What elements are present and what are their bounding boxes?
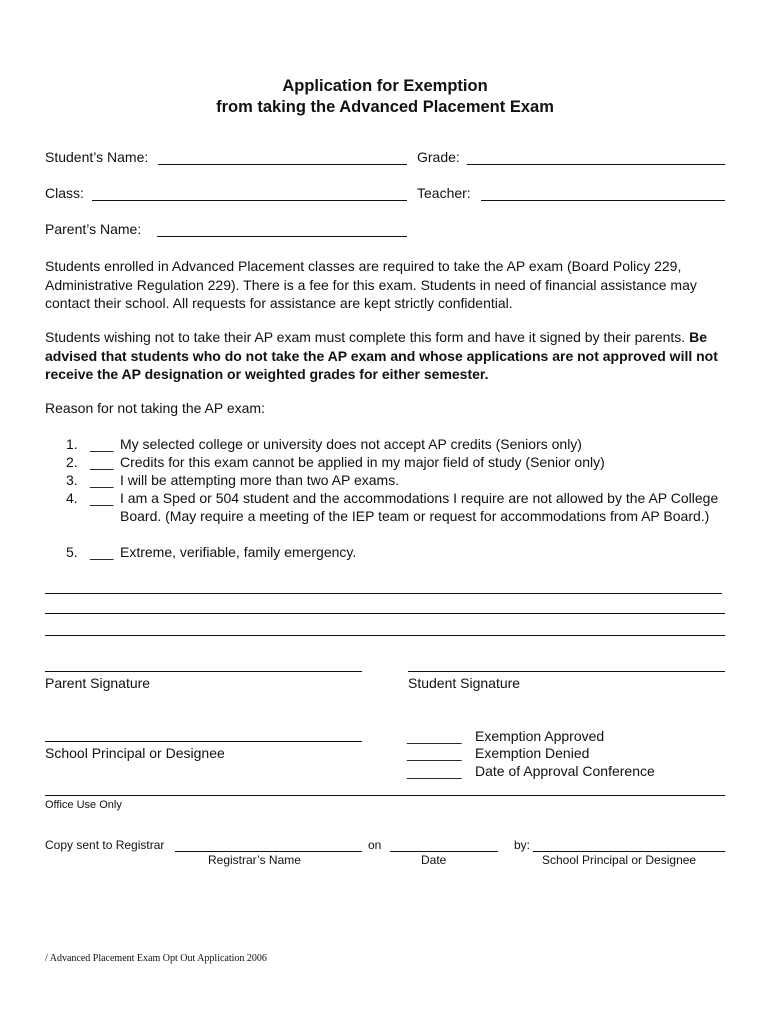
student-name-label: Student’s Name: [45, 149, 149, 165]
date-caption: Date [421, 853, 447, 867]
advisory-paragraph [45, 328, 735, 384]
student-signature-label: Student Signature [408, 675, 521, 691]
reason-text-5: Extreme, verifiable, family emergency. [120, 544, 357, 560]
advisory-normal-text: Students wishing not to take their AP exam must complete this form and have it signed by their parents. [45, 329, 690, 345]
reason-blank-5[interactable]: ___ [90, 544, 114, 560]
reason-heading: Reason for not taking the AP exam: [45, 400, 265, 416]
student-name-field[interactable] [158, 164, 407, 165]
office-divider [45, 795, 725, 796]
form-title-line1: Application for Exemption [282, 77, 488, 95]
teacher-label: Teacher: [417, 185, 471, 201]
reason-number-3: 3. [66, 472, 78, 488]
grade-field[interactable] [467, 164, 725, 165]
office-principal-field[interactable] [533, 851, 725, 852]
grade-label: Grade: [417, 149, 460, 165]
registrar-name-field[interactable] [175, 851, 362, 852]
document-footer: / Advanced Placement Exam Opt Out Application 2006 [45, 953, 267, 964]
registrar-name-caption: Registrar’s Name [208, 853, 301, 867]
parent-name-label: Parent’s Name: [45, 221, 142, 237]
parent-signature-label: Parent Signature [45, 675, 151, 691]
principal-signature-line[interactable] [45, 741, 362, 742]
teacher-field[interactable] [481, 200, 725, 201]
approved-blank[interactable]: _______ [407, 728, 462, 744]
reason-number-2: 2. [66, 454, 78, 470]
reason-text-2: Credits for this exam cannot be applied in my major field of study (Senior only) [120, 454, 605, 470]
reason-blank-3[interactable]: ___ [90, 472, 114, 488]
parent-signature-line[interactable] [45, 671, 362, 672]
student-signature-line[interactable] [408, 671, 725, 672]
exemption-denied-label: Exemption Denied [475, 745, 590, 761]
conference-blank[interactable]: _______ [407, 763, 462, 779]
reason-number-4: 4. [66, 490, 78, 506]
form-title-line2: from taking the Advanced Placement Exam [216, 98, 554, 116]
reason-text-3: I will be attempting more than two AP exams. [120, 472, 400, 488]
class-label: Class: [45, 185, 84, 201]
reason-number-1: 1. [66, 436, 78, 452]
reason-blank-2[interactable]: ___ [90, 454, 114, 470]
approval-conference-label: Date of Approval Conference [475, 763, 655, 779]
requirement-paragraph: Students enrolled in Advanced Placement classes are required to take the AP exam (Board Policy 229, Administrative Regulation 229). There is a fee for this exam. Students in need of financial assistance may contact their school. All requests for assistance are kept strictly confidential. [45, 258, 697, 311]
by-label: by: [514, 838, 531, 852]
reason-text-4: I am a Sped or 504 student and the accommodations I require are not allowed by the AP College Board. (May require a meeting of the IEP team or request for accommodations from AP Board.) [120, 490, 719, 524]
reason-blank-1[interactable]: ___ [90, 436, 114, 452]
on-label: on [368, 838, 382, 852]
class-field[interactable] [92, 200, 407, 201]
reason-number-5: 5. [66, 544, 78, 560]
denied-blank[interactable]: _______ [407, 745, 462, 761]
explanation-line-3[interactable] [45, 635, 725, 636]
exemption-approved-label: Exemption Approved [475, 728, 605, 744]
reason-blank-4[interactable]: ___ [90, 490, 114, 506]
copy-sent-label: Copy sent to Registrar [45, 838, 165, 852]
date-field[interactable] [390, 851, 498, 852]
principal-signature-label: School Principal or Designee [45, 745, 225, 761]
principal-caption: School Principal or Designee [542, 853, 697, 867]
parent-name-field[interactable] [157, 236, 407, 237]
explanation-line-1[interactable] [45, 593, 722, 594]
explanation-line-2[interactable] [45, 613, 725, 614]
office-use-heading: Office Use Only [45, 799, 122, 811]
advisory-bold-text: Be advised that students who do not take the AP exam and whose applications are not approved will not receive the AP designation or weighted grades for either semester. [45, 329, 718, 382]
reason-text-1: My selected college or university does not accept AP credits (Seniors only) [120, 436, 582, 452]
